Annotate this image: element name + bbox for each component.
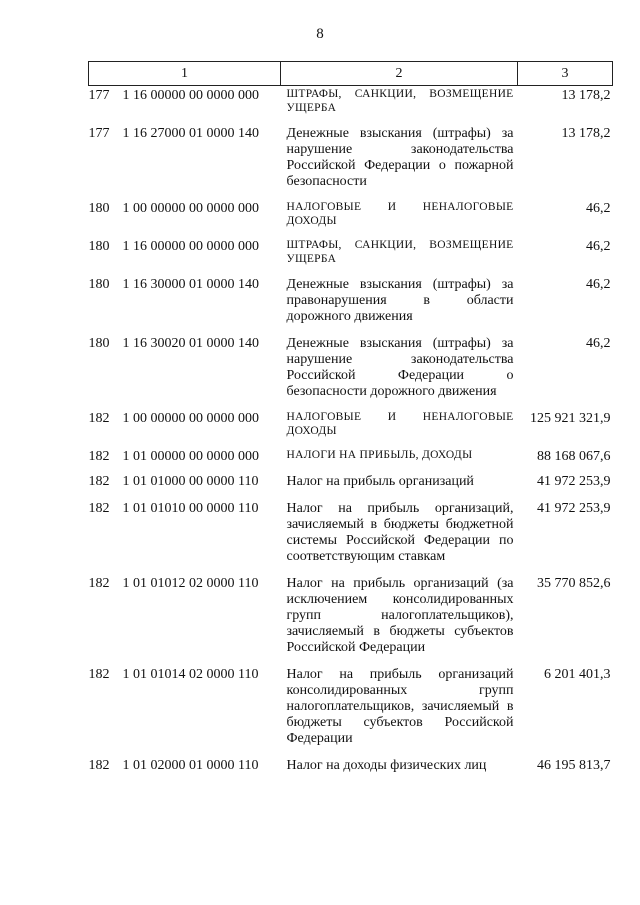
page-number: 8 — [316, 26, 324, 42]
revenue-name: Налог на прибыль организаций — [286, 473, 474, 489]
budget-classification-code: 1 01 01012 02 0000 110 — [122, 575, 259, 591]
amount: 88 168 067,6 — [537, 449, 611, 464]
table-row — [89, 275, 613, 334]
revenue-name: Денежные взыскания (штрафы) за нарушение законодательства Российской Федерации о безопасности дорожного движения — [286, 336, 514, 399]
table-row — [89, 124, 613, 199]
admin-code: 182 — [88, 575, 110, 591]
revenue-name: Денежные взыскания (штрафы) за нарушение законодательства Российской Федерации о пожарной безопасности — [286, 126, 514, 189]
admin-code: 180 — [88, 239, 110, 254]
admin-code: 177 — [88, 126, 110, 141]
amount: 46,2 — [586, 239, 611, 254]
table-row — [89, 499, 613, 574]
amount: 46,2 — [586, 277, 611, 292]
revenue-name: Налог на прибыль организаций консолидированных групп налогоплательщиков, зачисляемый в бюджеты субъектов Российской Федерации — [286, 666, 514, 746]
revenue-name: НАЛОГИ НА ПРИБЫЛЬ, ДОХОДЫ — [286, 449, 473, 461]
revenue-name: Налог на прибыль организаций (за исключением консолидированных групп налогоплательщиков), зачисляемый в бюджеты субъектов Российской Федерации — [286, 575, 514, 655]
code-cell — [89, 334, 281, 409]
table-row — [89, 199, 613, 237]
budget-classification-code: 1 00 00000 00 0000 000 — [122, 411, 259, 426]
budget-classification-code: 1 01 00000 00 0000 000 — [122, 449, 259, 464]
amount: 46 195 813,7 — [537, 757, 611, 773]
revenue-name: Налог на доходы физических лиц — [286, 757, 487, 773]
admin-code: 182 — [88, 666, 110, 682]
header-row — [89, 62, 613, 86]
amount: 41 972 253,9 — [537, 473, 611, 489]
admin-code: 182 — [88, 757, 110, 773]
header-col-2: 2 — [281, 62, 518, 86]
budget-classification-code: 1 01 01014 02 0000 110 — [122, 666, 259, 682]
code-cell — [89, 275, 281, 334]
amount: 6 201 401,3 — [544, 666, 611, 682]
budget-classification-code: 1 01 01010 00 0000 110 — [122, 500, 259, 516]
revenue-table — [88, 61, 613, 783]
admin-code: 180 — [88, 201, 110, 216]
table-row — [89, 237, 613, 275]
header-col-3: 3 — [518, 62, 613, 86]
code-cell — [89, 447, 281, 472]
admin-code: 180 — [88, 277, 110, 292]
admin-code: 180 — [88, 336, 110, 351]
code-cell — [89, 237, 281, 275]
amount: 46,2 — [586, 201, 611, 216]
revenue-name: Денежные взыскания (штрафы) за правонарушения в области дорожного движения — [286, 277, 514, 324]
admin-code: 182 — [88, 411, 110, 426]
budget-classification-code: 1 16 30000 01 0000 140 — [122, 277, 259, 292]
revenue-name: Налог на прибыль организаций, зачисляемый в бюджеты бюджетной системы Российской Федерации по соответствующим ставкам — [286, 500, 514, 564]
table-row — [89, 447, 613, 472]
admin-code: 182 — [88, 500, 110, 516]
budget-classification-code: 1 16 00000 00 0000 000 — [122, 88, 259, 103]
revenue-name: НАЛОГОВЫЕ И НЕНАЛОГОВЫЕ ДОХОДЫ — [286, 201, 514, 227]
budget-classification-code: 1 16 30020 01 0000 140 — [122, 336, 259, 351]
admin-code: 182 — [88, 449, 110, 464]
table-body — [89, 86, 613, 783]
revenue-name: НАЛОГОВЫЕ И НЕНАЛОГОВЫЕ ДОХОДЫ — [286, 411, 514, 437]
amount: 125 921 321,9 — [530, 411, 611, 426]
code-cell — [89, 756, 281, 783]
table-row — [89, 472, 613, 499]
amount: 13 178,2 — [561, 126, 611, 141]
budget-classification-code: 1 01 02000 01 0000 110 — [122, 757, 259, 773]
code-cell — [89, 665, 281, 756]
budget-classification-code: 1 16 27000 01 0000 140 — [122, 126, 259, 141]
table-row — [89, 756, 613, 783]
amount: 41 972 253,9 — [537, 500, 611, 516]
table-header — [89, 62, 613, 86]
header-col-1: 1 — [89, 62, 281, 86]
revenue-name: ШТРАФЫ, САНКЦИИ, ВОЗМЕЩЕНИЕ УЩЕРБА — [286, 88, 514, 114]
revenue-name: ШТРАФЫ, САНКЦИИ, ВОЗМЕЩЕНИЕ УЩЕРБА — [286, 239, 514, 265]
code-cell — [89, 199, 281, 237]
amount: 46,2 — [586, 336, 611, 351]
budget-classification-code: 1 01 01000 00 0000 110 — [122, 473, 259, 489]
budget-classification-code: 1 00 00000 00 0000 000 — [122, 201, 259, 216]
code-cell — [89, 86, 281, 125]
table-row — [89, 574, 613, 665]
table-row — [89, 665, 613, 756]
code-cell — [89, 409, 281, 447]
code-cell — [89, 124, 281, 199]
amount: 13 178,2 — [561, 88, 611, 103]
code-cell — [89, 574, 281, 665]
table-row — [89, 86, 613, 125]
admin-code: 182 — [88, 473, 110, 489]
amount: 35 770 852,6 — [537, 575, 611, 591]
code-cell — [89, 499, 281, 574]
admin-code: 177 — [88, 88, 110, 103]
revenue-table-container — [88, 61, 612, 783]
code-cell — [89, 472, 281, 499]
table-row — [89, 409, 613, 447]
table-row — [89, 334, 613, 409]
budget-classification-code: 1 16 00000 00 0000 000 — [122, 239, 259, 254]
